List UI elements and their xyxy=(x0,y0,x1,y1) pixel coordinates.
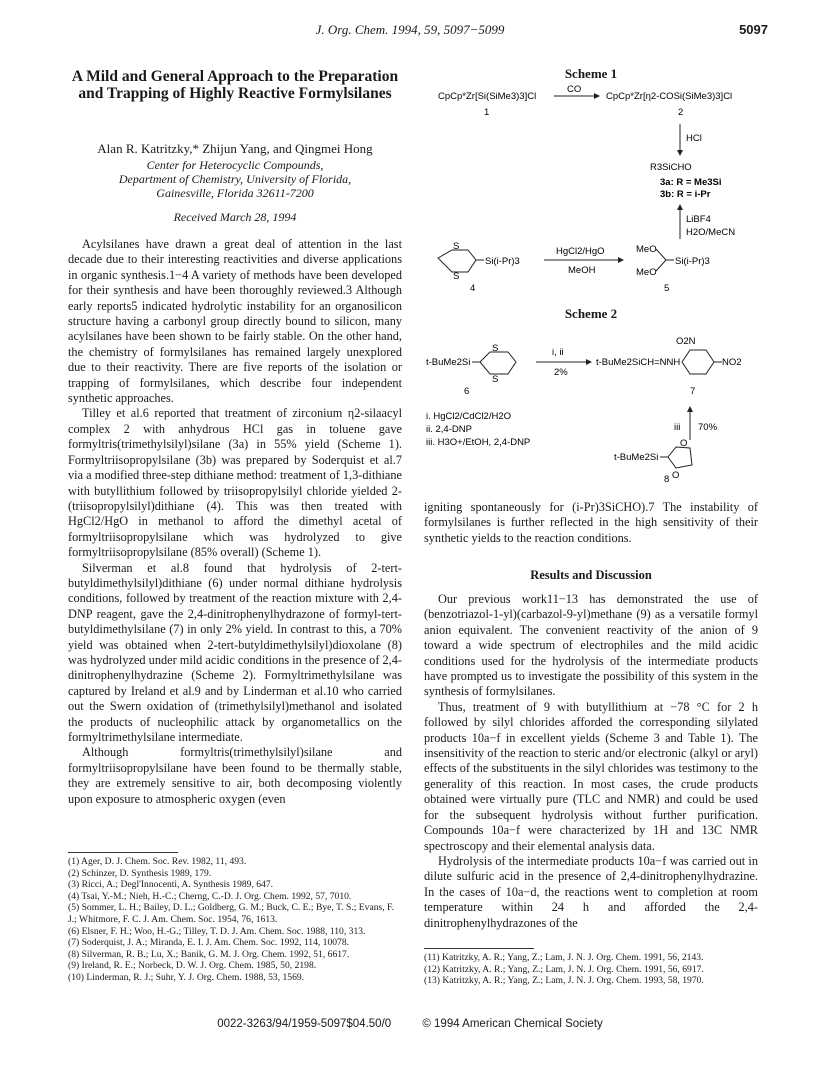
step-label: iii xyxy=(674,422,681,433)
arrowhead xyxy=(677,150,683,156)
reagent-hcl: HCl xyxy=(686,133,702,144)
page-number: 5097 xyxy=(739,22,768,37)
compound-label: 6 xyxy=(464,386,470,397)
arrowhead xyxy=(594,93,600,99)
author-list: Alan R. Katritzky,* Zhijun Yang, and Qingmei Hong xyxy=(97,141,373,156)
bond xyxy=(656,249,666,260)
dioxolane-ring xyxy=(668,447,692,468)
reagent-meoh: MeOH xyxy=(568,265,596,276)
arrowhead xyxy=(687,406,693,412)
compound-label: 2 xyxy=(678,107,684,118)
paragraph: Although formyltris(trimethylsilyl)silane and formyltriisopropylsilane have been found to be thermally stable, they are extremely sensitive to air, both decomposing violently upon exposure to atmospheric oxygen (even xyxy=(68,745,402,806)
compound-label: 8 xyxy=(664,474,670,485)
affiliation-line: Center for Heterocyclic Compounds, xyxy=(146,158,324,172)
scheme-1-diagram xyxy=(424,84,764,294)
left-column-body xyxy=(68,237,402,841)
footnote: (9) Ireland, R. E.; Norbeck, D. W. J. Org. Chem. 1985, 50, 2198. xyxy=(68,960,317,972)
bond xyxy=(656,260,666,271)
section-heading: Results and Discussion xyxy=(530,568,652,582)
footnote-rule xyxy=(68,852,178,853)
oxygen-atom: O xyxy=(680,438,688,449)
compound-label: 5 xyxy=(664,283,670,294)
benzene-ring xyxy=(682,350,714,374)
article-title: A Mild and General Approach to the Preparation and Trapping of Highly Reactive Formylsilanes xyxy=(71,68,399,102)
compound-label: 7 xyxy=(690,386,696,397)
reagent-hgcl2: HgCl2/HgO xyxy=(556,246,605,257)
paragraph: Acylsilanes have drawn a great deal of attention in the last decade due to their interesting reactivities and diverse applications in organic synthesis.1−4 A variety of methods have been developed for their synthesis and have been thoroughly reviewed.3 Although early reports5 indicated hydrolytic instability for an organosilicon structure having a carbonyl group directly bound to silicon, many acylsilanes have been shown to be fairly stable. On the other hand, the chemistry of formylsilanes has remained largely unexplored due to their reactivity. There are five reports of the isolation or trapping of formylsilanes, which describe four independent synthetic approaches. xyxy=(68,237,402,406)
reagent-co: CO xyxy=(567,84,582,95)
right-column-intro xyxy=(424,500,758,546)
silyl-group: Si(i-Pr)3 xyxy=(675,256,710,267)
arrowhead xyxy=(677,204,683,210)
footnote: (11) Katritzky, A. R.; Yang, Z.; Lam, J. N. J. Org. Chem. 1991, 56, 2143. xyxy=(424,952,704,963)
footnote: (12) Katritzky, A. R.; Yang, Z.; Lam, J. N. J. Org. Chem. 1991, 56, 6917. xyxy=(424,963,704,975)
sulfur-atom: S xyxy=(453,271,460,282)
sulfur-atom: S xyxy=(492,374,499,385)
compound-label: 1 xyxy=(484,107,490,118)
right-column-body xyxy=(424,592,758,930)
scheme-2-title: Scheme 2 xyxy=(564,306,618,321)
scheme-2-diagram xyxy=(424,322,764,484)
hydrazone-7: t-BuMe2SiCH=NNH xyxy=(596,357,681,368)
sulfur-atom: S xyxy=(453,241,460,252)
yield-label: 70% xyxy=(698,422,718,433)
footnote: (13) Katritzky, A. R.; Yang, Z.; Lam, J. N. J. Org. Chem. 1993, 58, 1970. xyxy=(424,975,704,987)
paragraph: Thus, treatment of 9 with butyllithium at −78 °C for 2 h followed by silyl chlorides afforded the corresponding silylated products 10a−f in excellent yields (Scheme 3 and Table 1). The insensitivity of the reaction to steric and/or electronic (alkyl or aryl) effects of the substituents in the silyl chlorides was testimony to the generality of this reaction. In most cases, the crude products obtained were virtually pure (TLC and NMR) and could be used for the subsequent hydrolysis without further purification. Compounds 10a−f were characterized by 1H and 13C NMR spectroscopy and their elemental analysis data. xyxy=(424,699,758,853)
copyright: © 1994 American Chemical Society xyxy=(422,1018,603,1030)
reagent-libf4: LiBF4 xyxy=(686,214,711,225)
zr-complex-1: CpCp*Zr[Si(SiMe3)3]Cl xyxy=(438,91,537,102)
paragraph: Hydrolysis of the intermediate products 10a−f was carried out in dilute sulfuric acid in the presence of 2,4-dinitrophenylhydrazine. In the cases of 10a−d, the reactions went to completion at room temperature within 24 h and afforded the 2,4-dinitrophenylhydrazones of the xyxy=(424,853,758,930)
dithiane-ring xyxy=(480,352,516,374)
paragraph: Our previous work11−13 has demonstrated the use of (benzotriazol-1-yl)(carbazol-9-yl)methane (9) as a versatile formyl anion equivalent. The convenient reactivity of the anion of 9 toward a wide spectrum of electrophiles and the mild acidic conditions used for the hydrolysis of the intermediate products have prompted us to investigate the possibility of this system in the synthesis of formylsilanes. xyxy=(424,592,758,699)
running-header xyxy=(0,22,820,42)
condition-iii: iii. H3O+/EtOH, 2,4-DNP xyxy=(426,437,531,448)
dithiane-ring xyxy=(438,250,476,272)
journal-citation: J. Org. Chem. 1994, 59, 5097−5099 xyxy=(315,22,505,37)
zr-complex-2: CpCp*Zr[η2-COSi(SiMe3)3]Cl xyxy=(606,91,733,102)
methoxy: MeO xyxy=(636,244,657,255)
silyl-group: Si(i-Pr)3 xyxy=(485,256,520,267)
right-footnotes xyxy=(424,952,758,987)
arrowhead xyxy=(586,359,592,365)
nitro-group: O2N xyxy=(676,336,696,347)
footnote: (1) Ager, D. J. Chem. Soc. Rev. 1982, 11, 493. xyxy=(68,856,247,867)
arrowhead xyxy=(618,257,624,263)
sulfur-atom: S xyxy=(492,343,499,354)
compound-label: 4 xyxy=(470,283,476,294)
affiliation-line: Department of Chemistry, University of Florida, xyxy=(118,172,352,186)
footnote: (5) Sommer, L. H.; Bailey, D. L.; Goldberg, G. M.; Buck, C. E.; Bye, T. S.; Evans, F. J.; Whitmore, F. C. J. Am. Chem. Soc. 1954, 76, 1613. xyxy=(68,902,394,925)
reagent-h2o-mecn: H2O/MeCN xyxy=(686,227,736,238)
footnote: (2) Schinzer, D. Synthesis 1989, 179. xyxy=(68,867,212,879)
footnote-rule xyxy=(424,948,534,949)
compound-3b: 3b: R = i-Pr xyxy=(660,189,711,200)
paragraph: Silverman et al.8 found that hydrolysis of 2-tert-butyldimethylsilyl)dithiane (6) under normal dithiane hydrolysis conditions, followed by treatment of the reaction mixture with 2,4-DNP reagent, gave the 2,4-dinitrophenylhydrazone of formyl-tert-butyldimethylsilane (7) in only 2% yield. In contrast to this, a 70% yield was obtained when 2-tert-butyldimethylsilyl)dioxolane (8) was hydrolyzed under mild acidic conditions in the presence of 2,4-dinitrophenylhydrazine (Scheme 2). Formyltrimethylsilane was captured by Ireland et al.9 and by Linderman et al.10 who carried out the Swern oxidation of (trimethylsilyl)methanol and isolated the products of nucleophilic attack by organometallics on the formyltrimethylsilane intermediate. xyxy=(68,560,402,744)
step-label: i, ii xyxy=(552,347,564,358)
article-code: 0022-3263/94/1959-5097$04.50/0 xyxy=(217,1018,392,1030)
affiliation xyxy=(68,158,402,200)
footnote: (10) Linderman, R. J.; Suhr, Y. J. Org. Chem. 1988, 53, 1569. xyxy=(68,971,305,983)
left-footnotes xyxy=(68,856,402,984)
methoxy: MeO xyxy=(636,267,657,278)
footnote: (8) Silverman, R. B.; Lu, X.; Banik, G. M. J. Org. Chem. 1992, 51, 6617. xyxy=(68,948,350,960)
nitro-group: NO2 xyxy=(722,357,742,368)
footnote: (3) Ricci, A.; Degl'Innocenti, A. Synthesis 1989, 647. xyxy=(68,879,274,891)
paragraph: igniting spontaneously for (i-Pr)3SiCHO).7 The instability of formylsilanes is further reflected in the high sensitivity of their synthetic yields to the reaction conditions. xyxy=(424,500,758,545)
footnote: (6) Elsner, F. H.; Woo, H.-G.; Tilley, T. D. J. Am. Chem. Soc. 1988, 110, 313. xyxy=(68,925,366,937)
received-date: Received March 28, 1994 xyxy=(173,210,297,224)
formylsilane-3: R3SiCHO xyxy=(650,162,692,173)
scheme-1-title: Scheme 1 xyxy=(564,66,618,81)
compound-3a: 3a: R = Me3Si xyxy=(660,177,722,188)
paragraph: Tilley et al.6 reported that treatment of zirconium η2-silaacyl complex 2 with anhydrous HCl gas in toluene gave formyltris(trimethylsilyl)silane (3a) in 55% yield (Scheme 1). Formyltriisopropylsilane (3b) was prepared by Soderquist et al.7 via a modified three-step dithiane method: treatment of 1,3-dithiane with butyllithium followed by triisopropylsilyl chloride yielded 2-(triisopropylsilyl)dithiane (4). This was then treated with HgCl2/HgO in methanol to afford the dimethyl acetal of formyltriisopropylsilane which was hydrolyzed to give formyltriisopropylsilane (85% overall) (Scheme 1). xyxy=(68,406,402,560)
affiliation-line: Gainesville, Florida 32611-7200 xyxy=(156,186,314,200)
page-footer xyxy=(0,1018,820,1030)
tbs-group: t-BuMe2Si xyxy=(426,357,471,368)
oxygen-atom: O xyxy=(672,470,680,481)
footnote: (4) Tsai, Y.-M.; Nieh, H.-C.; Cherng, C.-D. J. Org. Chem. 1992, 57, 7010. xyxy=(68,890,352,902)
condition-i: i. HgCl2/CdCl2/H2O xyxy=(426,411,511,422)
footnote: (7) Soderquist, J. A.; Miranda, E. I. J. Am. Chem. Soc. 1992, 114, 10078. xyxy=(68,937,350,949)
condition-ii: ii. 2,4-DNP xyxy=(426,424,472,435)
tbs-group: t-BuMe2Si xyxy=(614,452,659,463)
yield-label: 2% xyxy=(554,367,568,378)
